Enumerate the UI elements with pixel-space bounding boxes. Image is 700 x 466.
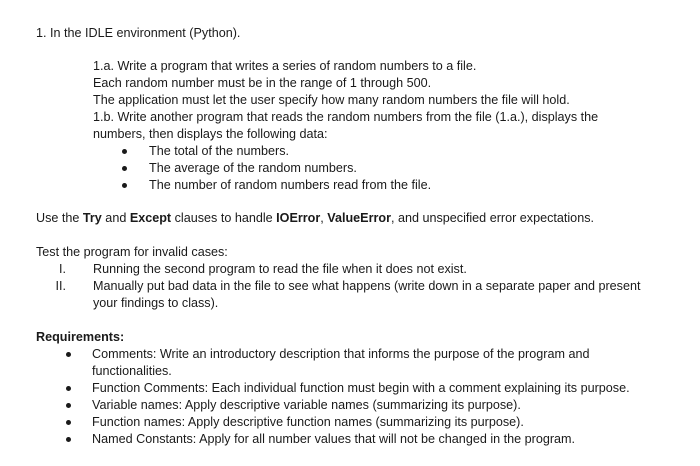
- heading: 1. In the IDLE environment (Python).: [36, 26, 241, 40]
- keyword-valueerror: ValueError: [327, 211, 391, 225]
- bullet-icon: [122, 149, 127, 154]
- data-bullet-total: The total of the numbers.: [149, 144, 290, 158]
- error-text-and: and: [101, 211, 130, 225]
- error-text-prefix: Use the: [36, 211, 83, 225]
- bullet-icon: [122, 183, 127, 188]
- requirements-title: [36, 329, 124, 346]
- keyword-ioerror: IOError: [276, 211, 321, 225]
- bullet-icon: [66, 403, 71, 408]
- test-case-2-line-2: your findings to class).: [93, 296, 219, 310]
- keyword-try: Try: [82, 211, 102, 225]
- part-1b-line-1: 1.b. Write another program that reads the random numbers from the file (1.a.), displays the: [93, 110, 599, 124]
- requirement-5: Named Constants: Apply for all number values that will not be changed in the program.: [92, 432, 576, 446]
- part-1a-line-1: 1.a. Write a program that writes a series of random numbers to a file.: [93, 59, 477, 73]
- test-intro: Test the program for invalid cases:: [36, 245, 228, 259]
- bullet-icon: [66, 386, 71, 391]
- test-case-2-line-1: Manually put bad data in the file to see what happens (write down in a separate paper and present: [93, 279, 641, 293]
- bullet-icon: [66, 437, 71, 442]
- bullet-icon: [66, 420, 71, 425]
- bullet-icon: [66, 352, 71, 357]
- requirement-1-line-2: functionalities.: [92, 364, 172, 378]
- keyword-except: Except: [129, 211, 172, 225]
- requirement-4: Function names: Apply descriptive function names (summarizing its purpose).: [92, 415, 524, 429]
- part-1a-line-2: Each random number must be in the range of 1 through 500.: [93, 76, 432, 90]
- data-bullet-count: The number of random numbers read from the file.: [149, 178, 432, 192]
- data-bullet-average: The average of the random numbers.: [149, 161, 357, 175]
- error-text-suffix: , and unspecified error expectations.: [390, 211, 594, 225]
- error-handling-instruction: [36, 210, 594, 227]
- requirement-1-line-1: Comments: Write an introductory description that informs the purpose of the program and: [92, 347, 590, 361]
- requirement-3: Variable names: Apply descriptive variable names (summarizing its purpose).: [92, 398, 521, 412]
- error-text-mid: clauses to handle: [171, 211, 277, 225]
- part-1b-line-2: numbers, then displays the following data:: [93, 127, 328, 141]
- error-text-comma: ,: [320, 211, 328, 225]
- roman-marker-2: II.: [55, 279, 66, 293]
- roman-marker-1: I.: [59, 262, 66, 276]
- part-1a-line-3: The application must let the user specify how many random numbers the file will hold.: [93, 93, 570, 107]
- requirement-2: Function Comments: Each individual function must begin with a comment explaining its purpose.: [92, 381, 630, 395]
- test-case-1-line-1: Running the second program to read the file when it does not exist.: [93, 262, 467, 276]
- requirements-title-text: Requirements:: [36, 330, 125, 344]
- bullet-icon: [122, 166, 127, 171]
